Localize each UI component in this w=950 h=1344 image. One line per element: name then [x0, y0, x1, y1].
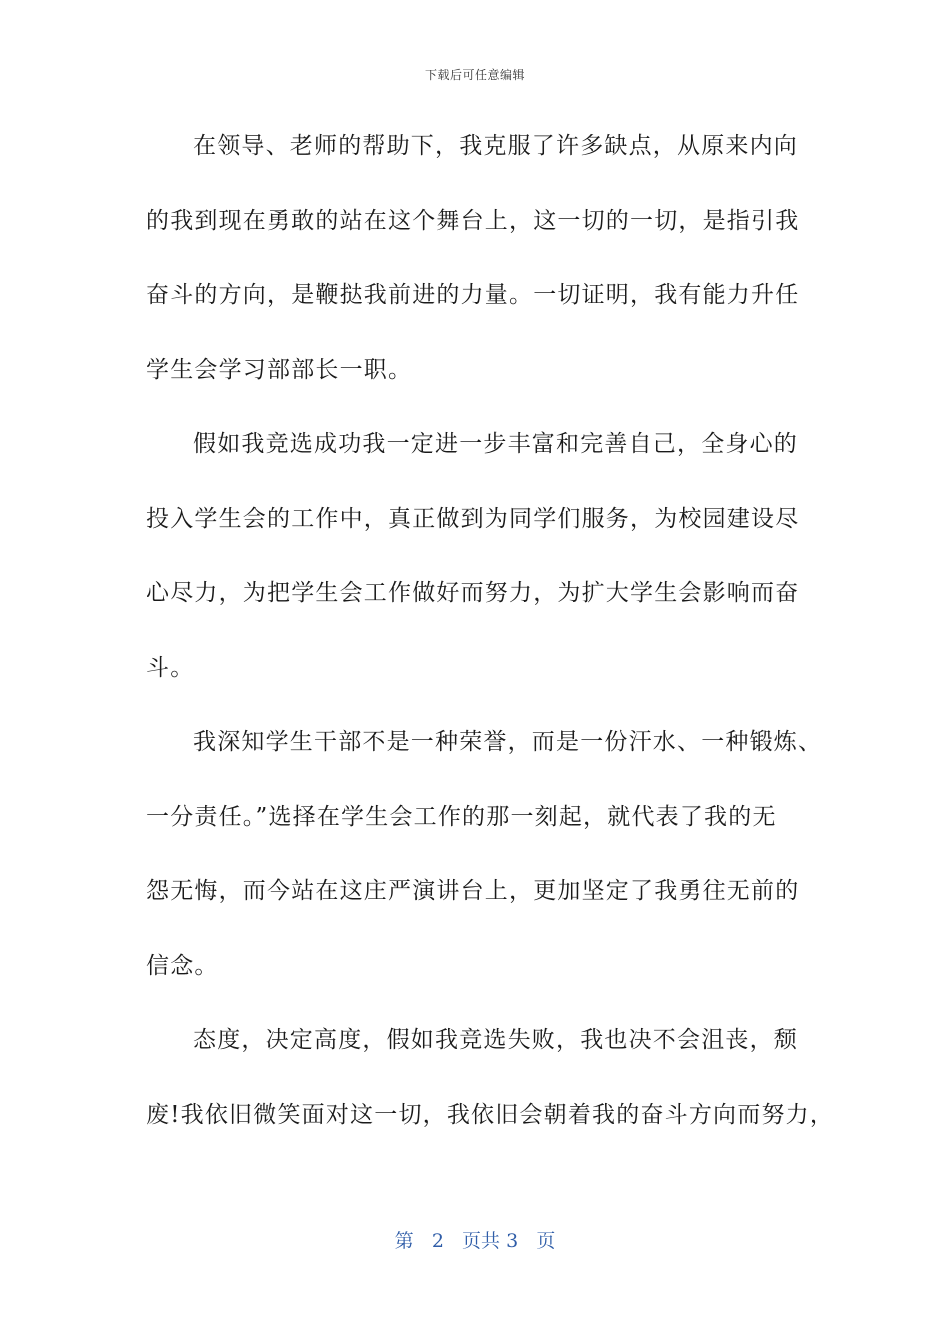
- paragraph-2-line-4: 斗。: [146, 654, 195, 681]
- current-page-number: 2: [431, 1230, 444, 1252]
- paragraph-1-line-3: 奋斗的方向，是鞭挞我前进的力量。一切证明，我有能力升任: [146, 282, 800, 308]
- paragraph-1-line-4: 学生会学习部部长一职。: [146, 356, 413, 383]
- paragraph-1-line-2: 的我到现在勇敢的站在这个舞台上，这一切的一切，是指引我: [146, 207, 800, 234]
- paragraph-3-line-2: 一分责任。”选择在学生会工作的那一刻起，就代表了我的无: [146, 803, 777, 830]
- paragraph-3-line-4: 信念。: [146, 952, 219, 979]
- paragraph-2-line-1: 假如我竞选成功我一定进一步丰富和完善自己，全身心的: [193, 431, 798, 457]
- paragraph-2-line-3: 心尽力，为把学生会工作做好而努力，为扩大学生会影响而奋: [146, 580, 800, 606]
- paragraph-2-line-2: 投入学生会的工作中，真正做到为同学们服务，为校园建设尽: [146, 505, 800, 532]
- paragraph-3-line-1: 我深知学生干部不是一种荣誉，而是一份汗水、一种锻炼、: [193, 729, 823, 755]
- paragraph-1-line-1: 在领导、老师的帮助下，我克服了许多缺点，从原来内向: [193, 133, 798, 159]
- page-mid-text: 页共: [462, 1230, 501, 1252]
- page-suffix: 页: [536, 1230, 556, 1252]
- paragraph-4-line-1: 态度，决定高度，假如我竞选失败，我也决不会沮丧，颓: [193, 1027, 798, 1053]
- paragraph-3-line-3: 怨无悔，而今站在这庄严演讲台上，更加坚定了我勇往无前的: [146, 878, 800, 904]
- page-prefix: 第: [394, 1230, 414, 1252]
- header-note: 下载后可任意编辑: [424, 68, 525, 82]
- page-number-footer: [0, 1226, 950, 1253]
- document-body: [146, 124, 835, 1167]
- paragraph-4-line-2: 废!我依旧微笑面对这一切，我依旧会朝着我的奋斗方向而努力，: [146, 1101, 835, 1128]
- total-pages-number: 3: [506, 1230, 519, 1252]
